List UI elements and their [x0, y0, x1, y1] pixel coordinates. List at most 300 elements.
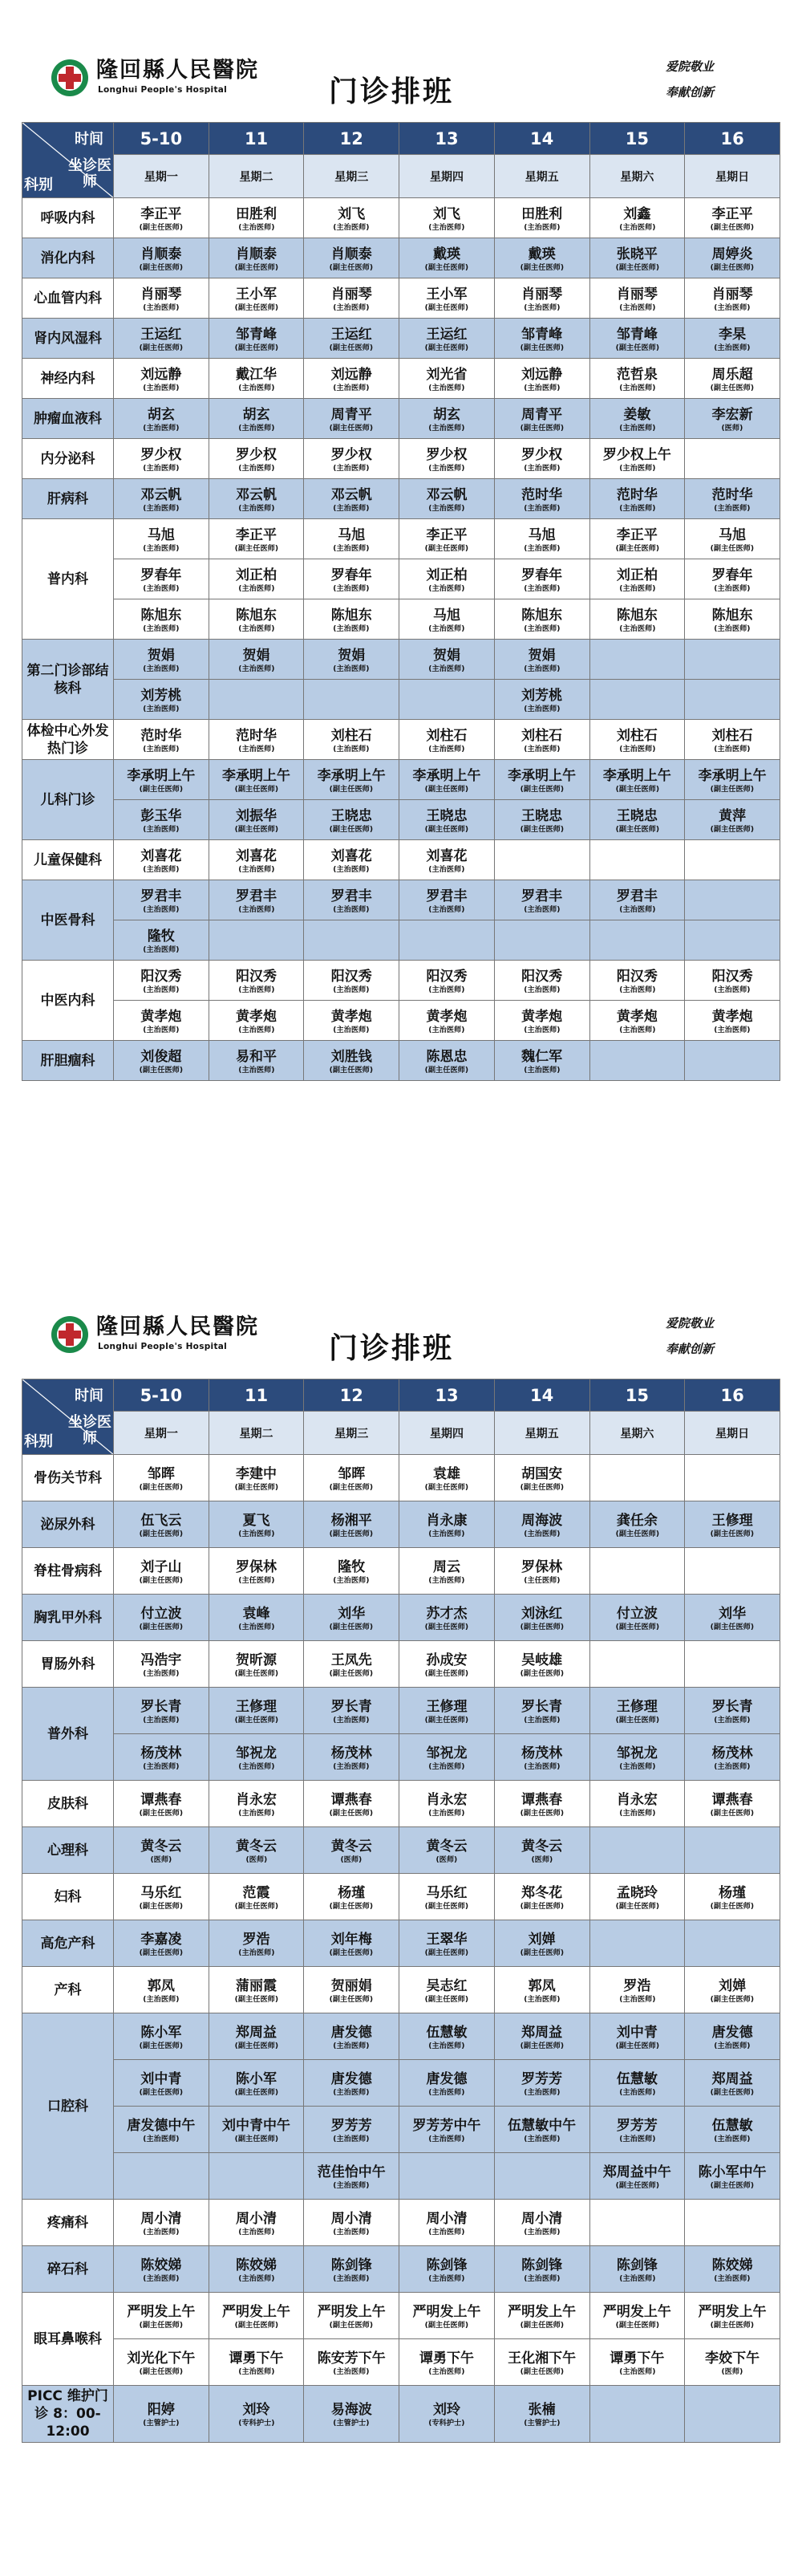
schedule-cell [685, 1595, 780, 1641]
schedule-cell [304, 1967, 399, 2013]
schedule-cell [304, 1920, 399, 1967]
doctor-name: 郑周益 [521, 2024, 563, 2041]
doctor-name: 刘玲 [242, 2402, 270, 2418]
doctor-title: (主治医师) [714, 583, 751, 593]
doctor-title: (主治医师) [524, 904, 561, 914]
doctor-name: 阳汉秀 [711, 968, 753, 985]
doctor-title: (副主任医师) [139, 1575, 184, 1585]
department-name: 第二门诊部结核科 [22, 640, 114, 720]
table-corner [22, 123, 114, 198]
doctor-name: 周小清 [521, 2210, 563, 2227]
schedule-cell [304, 599, 399, 640]
doctor-name: 马旭 [338, 526, 366, 543]
doctor-title: (主治医师) [333, 2087, 370, 2097]
doctor-name: 罗君丰 [616, 888, 658, 904]
doctor-title: (副主任医师) [520, 1808, 564, 1818]
doctor-name: 阳汉秀 [521, 968, 563, 985]
date-header: 12 [304, 1379, 399, 1412]
doctor-title: (副主任医师) [615, 824, 659, 834]
doctor-name: 范哲泉 [616, 366, 658, 383]
doctor-name [590, 1849, 685, 1852]
schedule-cell [209, 680, 304, 720]
schedule-cell [114, 2293, 209, 2339]
doctor-name [685, 1942, 780, 1945]
doctor-name: 李正平 [426, 526, 468, 543]
schedule-cell [209, 479, 304, 519]
schedule-cell [209, 599, 304, 640]
schedule-cell [114, 961, 209, 1001]
schedule-cell [114, 319, 209, 359]
schedule-cell [399, 680, 495, 720]
schedule-cell [494, 1041, 589, 1081]
doctor-title: (主治医师) [333, 1025, 370, 1034]
doctor-name: 刘喜花 [140, 847, 182, 864]
table-row [22, 359, 780, 399]
schedule-cell [209, 760, 304, 800]
doctor-title: (副主任医师) [710, 1529, 755, 1538]
table-row [22, 640, 780, 680]
doctor-title: (副主任医师) [520, 2367, 564, 2376]
doctor-name: 马旭 [432, 607, 460, 624]
schedule-cell [494, 720, 589, 760]
schedule-cell [399, 840, 495, 880]
weekday-header: 星期三 [304, 155, 399, 198]
doctor-name: 黄孝炮 [711, 1008, 753, 1025]
schedule-cell [399, 198, 495, 238]
doctor-name: 谭燕春 [521, 1791, 563, 1808]
schedule-cell [399, 2339, 495, 2386]
schedule-cell [494, 2060, 589, 2107]
doctor-name [399, 698, 494, 701]
doctor-title: (主治医师) [143, 985, 180, 994]
schedule-cell [114, 519, 209, 559]
doctor-title: (主治医师) [143, 543, 180, 553]
doctor-title: (主治医师) [237, 2273, 275, 2283]
doctor-name: 王修理 [616, 1698, 658, 1715]
doctor-name: 谭燕春 [711, 1791, 753, 1808]
doctor-title: (副主任医师) [710, 2180, 755, 2190]
schedule-cell [304, 1781, 399, 1827]
schedule-cell [209, 2013, 304, 2060]
doctor-title: (主治医师) [143, 664, 180, 673]
schedule-cell [589, 2013, 685, 2060]
schedule-cell [114, 1641, 209, 1688]
doctor-title: (副主任医师) [615, 784, 659, 794]
doctor-name: 李宏新 [711, 406, 753, 423]
schedule-cell [209, 1548, 304, 1595]
doctor-title: (主治医师) [524, 2134, 561, 2143]
table-row [22, 1595, 780, 1641]
doctor-name: 黄孝炮 [140, 1008, 182, 1025]
schedule-cell [399, 559, 495, 599]
schedule-cell [685, 1781, 780, 1827]
weekday-header: 星期一 [114, 155, 209, 198]
doctor-title: (副主任医师) [710, 824, 755, 834]
doctor-name: 张楠 [528, 2402, 556, 2418]
doctor-name [590, 658, 685, 661]
schedule-cell [114, 198, 209, 238]
doctor-title: (主治医师) [618, 583, 655, 593]
doctor-title: (副主任医师) [234, 1668, 278, 1678]
doctor-name [495, 939, 589, 942]
doctor-name: 李承明上午 [508, 767, 577, 784]
schedule-cell [209, 1874, 304, 1920]
schedule-cell [589, 680, 685, 720]
doctor-name: 黄冬云 [330, 1838, 372, 1855]
doctor-name: 黄冬云 [426, 1838, 468, 1855]
doctor-name: 杨茂林 [140, 1745, 182, 1761]
doctor-name: 贺娟 [432, 647, 460, 664]
table-row [22, 238, 780, 278]
doctor-name: 严明发上午 [127, 2303, 196, 2320]
schedule-cell [685, 1688, 780, 1734]
doctor-title: (主治医师) [428, 1808, 465, 1818]
doctor-title: (副主任医师) [330, 824, 374, 834]
schedule-cell [589, 1641, 685, 1688]
date-header: 15 [589, 1379, 685, 1412]
schedule-cell [685, 2339, 780, 2386]
doctor-title: (副主任医师) [234, 262, 278, 272]
doctor-title: (副主任医师) [710, 262, 755, 272]
doctor-title: (主治医师) [333, 543, 370, 553]
schedule-cell [209, 2153, 304, 2200]
doctor-name: 邹祝龙 [426, 1745, 468, 1761]
doctor-name: 郭凤 [147, 1977, 175, 1994]
table-row [22, 2386, 780, 2443]
doctor-name: 王运红 [140, 326, 182, 343]
schedule-cell [589, 2153, 685, 2200]
doctor-name: 范霞 [242, 1884, 270, 1901]
doctor-name [590, 1570, 685, 1573]
schedule-cell [399, 1641, 495, 1688]
doctor-name: 孙成安 [426, 1652, 468, 1668]
doctor-title: (主治医师) [524, 1065, 561, 1075]
schedule-cell [494, 1641, 589, 1688]
doctor-name: 严明发上午 [317, 2303, 386, 2320]
doctor-name: 龚任余 [616, 1512, 658, 1529]
doctor-name: 杨瑾 [338, 1884, 366, 1901]
date-header: 5-10 [114, 1379, 209, 1412]
schedule-cell [209, 920, 304, 961]
schedule-cell [685, 599, 780, 640]
doctor-name: 陈旭东 [521, 607, 563, 624]
schedule-cell [304, 1041, 399, 1081]
doctor-title: (主治医师) [143, 1761, 180, 1771]
schedule-cell [304, 1501, 399, 1548]
schedule-cell [304, 1001, 399, 1041]
schedule-cell [209, 278, 304, 319]
doctor-title: (主任医师) [237, 1575, 275, 1585]
schedule-cell [399, 1827, 495, 1874]
corner-department-label: 科别 [24, 177, 53, 193]
date-header: 16 [685, 123, 780, 155]
doctor-title: (副主任医师) [139, 1065, 184, 1075]
department-name: 中医内科 [22, 961, 114, 1041]
doctor-name: 王修理 [236, 1698, 277, 1715]
schedule-cell [114, 760, 209, 800]
doctor-title: (主治医师) [618, 423, 655, 433]
schedule-cell [304, 920, 399, 961]
schedule-cell [494, 2200, 589, 2246]
schedule-cell [209, 2386, 304, 2443]
doctor-title: (副主任医师) [234, 1715, 278, 1725]
schedule-cell [494, 439, 589, 479]
doctor-name [685, 1059, 780, 1062]
doctor-name: 范时华 [711, 486, 753, 503]
doctor-name: 陈小军 [236, 2070, 277, 2087]
doctor-name [495, 2175, 589, 2178]
schedule-cell [304, 1595, 399, 1641]
doctor-title: (副主任医师) [424, 824, 469, 834]
doctor-name [590, 1942, 685, 1945]
doctor-title: (主治医师) [143, 423, 180, 433]
doctor-name: 唐发德中午 [127, 2117, 196, 2134]
doctor-name: 唐发德 [330, 2024, 372, 2041]
doctor-name: 李姣下午 [705, 2350, 760, 2367]
doctor-title: (副主任医师) [139, 2367, 184, 2376]
doctor-title: (主治医师) [333, 503, 370, 513]
doctor-name [685, 2221, 780, 2225]
doctor-title: (主治医师) [143, 1994, 180, 2004]
doctor-name: 贺丽娟 [330, 1977, 372, 1994]
schedule-cell [209, 2060, 304, 2107]
doctor-name: 邹青峰 [521, 326, 563, 343]
schedule-cell [304, 2386, 399, 2443]
doctor-name: 邹晖 [147, 1465, 175, 1482]
doctor-title: (副主任医师) [710, 1622, 755, 1631]
doctor-title: (副主任医师) [330, 1808, 374, 1818]
department-name: 皮肤科 [22, 1781, 114, 1827]
doctor-title: (副主任医师) [139, 784, 184, 794]
schedule-cell [304, 519, 399, 559]
doctor-name: 杨瑾 [719, 1884, 747, 1901]
doctor-title: (主治医师) [143, 904, 180, 914]
schedule-cell [209, 840, 304, 880]
doctor-title: (主治医师) [428, 2134, 465, 2143]
doctor-name: 黄孝炮 [426, 1008, 468, 1025]
doctor-title: (主治医师) [618, 1025, 655, 1034]
schedule-cell [589, 2386, 685, 2443]
doctor-name: 刘年梅 [330, 1931, 372, 1948]
schedule-cell [114, 1874, 209, 1920]
doctor-name: 李正平 [236, 526, 277, 543]
doctor-title: (主治医师) [333, 744, 370, 754]
table-row [22, 479, 780, 519]
doctor-title: (主治医师) [524, 583, 561, 593]
schedule-cell [494, 840, 589, 880]
schedule-cell [114, 720, 209, 760]
doctor-name: 付立波 [616, 1605, 658, 1622]
doctor-name: 邓云帆 [236, 486, 277, 503]
schedule-cell [304, 359, 399, 399]
schedule-cell [494, 1781, 589, 1827]
doctor-title: (副主任医师) [330, 1622, 374, 1631]
doctor-name: 刘子山 [140, 1558, 182, 1575]
doctor-title: (副主任医师) [424, 343, 469, 352]
doctor-name: 马旭 [147, 526, 175, 543]
schedule-cell [114, 1967, 209, 2013]
doctor-name: 刘飞 [338, 205, 366, 222]
schedule-cell [589, 2107, 685, 2153]
doctor-name: 姜敏 [623, 406, 651, 423]
doctor-title: (副主任医师) [615, 1901, 659, 1911]
schedule-cell [114, 680, 209, 720]
doctor-title: (副主任医师) [615, 343, 659, 352]
doctor-title: (副主任医师) [710, 1901, 755, 1911]
doctor-name [685, 457, 780, 461]
table-row [22, 1734, 780, 1781]
doctor-name [590, 698, 685, 701]
doctor-name: 刘俊超 [140, 1048, 182, 1065]
doctor-title: (副主任医师) [234, 343, 278, 352]
doctor-name: 杨茂林 [711, 1745, 753, 1761]
doctor-name: 范时华 [236, 727, 277, 744]
schedule-cell [304, 319, 399, 359]
schedule-cell [589, 2339, 685, 2386]
department-name: 普内科 [22, 519, 114, 640]
doctor-name: 罗少权 [140, 446, 182, 463]
doctor-name: 易海波 [330, 2402, 372, 2418]
schedule-cell [114, 2153, 209, 2200]
schedule-cell [685, 640, 780, 680]
doctor-title: (副主任医师) [330, 1901, 374, 1911]
table-row [22, 2153, 780, 2200]
doctor-title: (主治医师) [428, 583, 465, 593]
doctor-title: (主治医师) [618, 904, 655, 914]
doctor-title: (副主任医师) [424, 1715, 469, 1725]
doctor-title: (主治医师) [714, 1025, 751, 1034]
doctor-title: (主治医师) [618, 744, 655, 754]
schedule-cell [685, 198, 780, 238]
doctor-title: (主治医师) [333, 2227, 370, 2237]
doctor-title: (主治医师) [524, 2273, 561, 2283]
schedule-cell [114, 439, 209, 479]
schedule-cell [685, 1041, 780, 1081]
schedule-cell [114, 2339, 209, 2386]
doctor-title: (主治医师) [143, 463, 180, 473]
doctor-title: (主治医师) [143, 704, 180, 713]
schedule-cell [494, 278, 589, 319]
doctor-name: 胡国安 [521, 1465, 563, 1482]
schedule-cell [589, 1920, 685, 1967]
schedule-cell [209, 1041, 304, 1081]
hospital-name-en: Longhui People's Hospital [98, 85, 228, 95]
doctor-name: 杨湘平 [330, 1512, 372, 1529]
doctor-name: 罗芳芳 [521, 2070, 563, 2087]
doctor-title: (主治医师) [524, 664, 561, 673]
doctor-name: 王化湘下午 [508, 2350, 577, 2367]
schedule-cell [304, 800, 399, 840]
doctor-title: (主治医师) [428, 664, 465, 673]
doctor-title: (副主任医师) [520, 2041, 564, 2050]
doctor-title: (主治医师) [143, 945, 180, 954]
doctor-title: (主治医师) [333, 985, 370, 994]
table-row [22, 1874, 780, 1920]
doctor-name: 罗君丰 [330, 888, 372, 904]
doctor-name: 陈姣娣 [140, 2257, 182, 2273]
doctor-name: 严明发上午 [508, 2303, 577, 2320]
doctor-name: 肖丽琴 [330, 286, 372, 303]
doctor-name: 王修理 [711, 1512, 753, 1529]
schedule-cell [494, 1001, 589, 1041]
schedule-cell [589, 1455, 685, 1501]
doctor-name: 罗君丰 [236, 888, 277, 904]
schedule-cell [399, 278, 495, 319]
schedule-cell [494, 961, 589, 1001]
doctor-title: (副主任医师) [424, 1065, 469, 1075]
doctor-title: (主治医师) [333, 222, 370, 232]
doctor-name: 马旭 [528, 526, 556, 543]
schedule-cell [304, 2293, 399, 2339]
doctor-name: 罗芳芳 [330, 2117, 372, 2134]
doctor-name: 郑周益 [236, 2024, 277, 2041]
doctor-name: 严明发上午 [698, 2303, 767, 2320]
doctor-name: 胡玄 [432, 406, 460, 423]
schedule-cell [114, 1595, 209, 1641]
schedule-cell [304, 2153, 399, 2200]
slogan-line1: 爱院敬业 [665, 1316, 714, 1331]
doctor-name: 刘胜钱 [330, 1048, 372, 1065]
schedule-cell [399, 2013, 495, 2060]
weekday-header: 星期四 [399, 1412, 495, 1455]
doctor-title: (主治医师) [428, 1575, 465, 1585]
doctor-title: (副主任医师) [615, 543, 659, 553]
schedule-cell [399, 1548, 495, 1595]
doctor-title: (主治医师) [333, 2273, 370, 2283]
department-name: 碎石科 [22, 2246, 114, 2293]
department-name: 体检中心外发热门诊 [22, 720, 114, 760]
corner-doctor-label: 坐诊医师 [68, 157, 111, 190]
doctor-name: 罗春年 [330, 567, 372, 583]
doctor-name: 黄冬云 [140, 1838, 182, 1855]
schedule-cell [589, 278, 685, 319]
doctor-name [685, 698, 780, 701]
schedule-cell [209, 2200, 304, 2246]
doctor-title: (主治医师) [143, 2273, 180, 2283]
doctor-name: 邹祝龙 [616, 1745, 658, 1761]
doctor-title: (副主任医师) [424, 1482, 469, 1492]
schedule-cell [114, 479, 209, 519]
schedule-cell [399, 439, 495, 479]
date-header: 13 [399, 123, 495, 155]
doctor-title: (主治医师) [714, 303, 751, 312]
doctor-title: (副主任医师) [424, 543, 469, 553]
date-header: 12 [304, 123, 399, 155]
doctor-name: 肖永宏 [426, 1791, 468, 1808]
schedule-cell [209, 1001, 304, 1041]
doctor-name: 陈剑锋 [426, 2257, 468, 2273]
doctor-title: (主治医师) [143, 2134, 180, 2143]
doctor-title: (副主任医师) [139, 2087, 184, 2097]
doctor-title: (副主任医师) [520, 1622, 564, 1631]
table-corner [22, 1379, 114, 1455]
doctor-name: 隆牧 [147, 928, 175, 945]
schedule-cell [114, 1920, 209, 1967]
doctor-name: 陈小军中午 [698, 2164, 767, 2180]
department-name: 肝胆痼科 [22, 1041, 114, 1081]
schedule-cell [589, 519, 685, 559]
schedule-cell [114, 599, 209, 640]
doctor-name: 刘柱石 [711, 727, 753, 744]
doctor-title: (主治医师) [143, 303, 180, 312]
doctor-title: (副主任医师) [424, 1901, 469, 1911]
table-row [22, 720, 780, 760]
department-name: PICC 维护门诊 8：00-12:00 [22, 2386, 114, 2443]
schedule-cell [494, 319, 589, 359]
doctor-title: (主治医师) [714, 624, 751, 633]
doctor-name: 刘正柏 [616, 567, 658, 583]
schedule-cell [114, 2013, 209, 2060]
